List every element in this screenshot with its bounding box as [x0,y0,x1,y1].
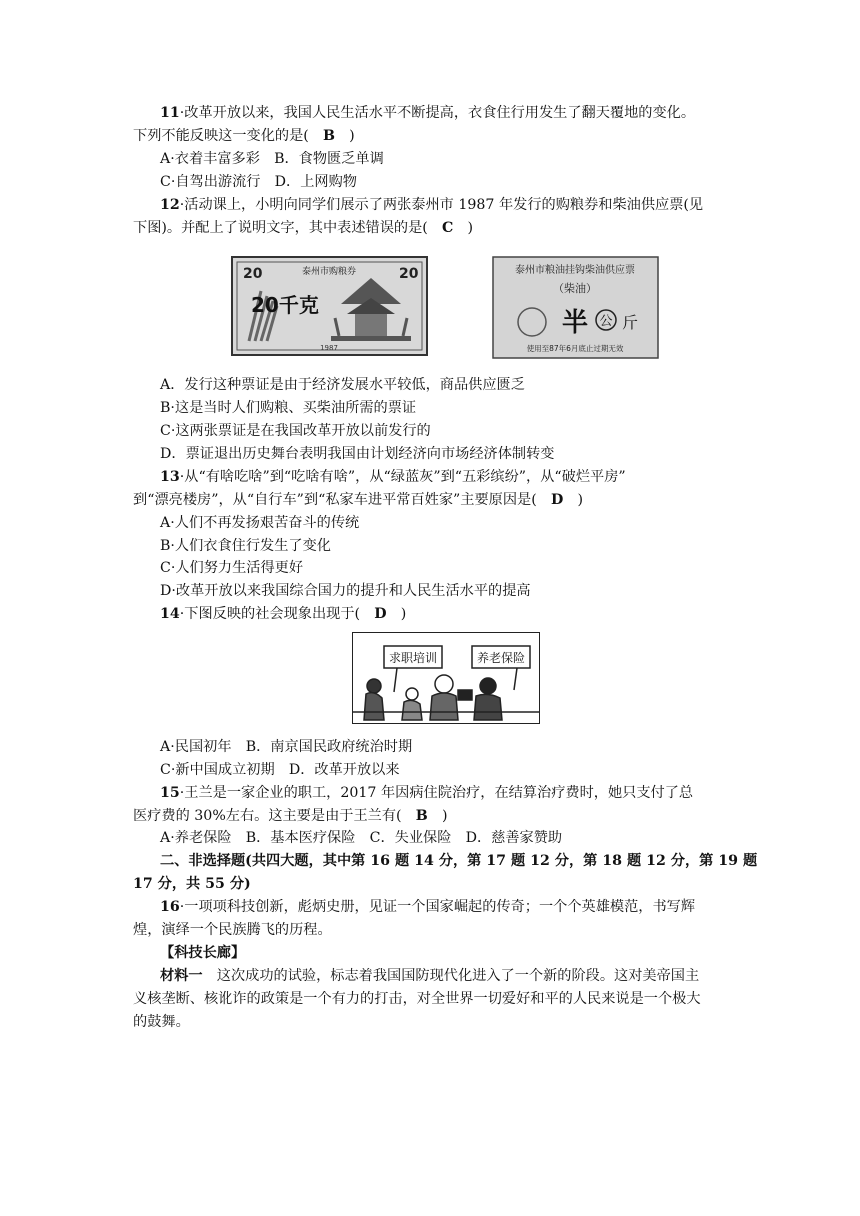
diesel-ticket-image [492,256,659,359]
q13-number: 13 [160,469,180,485]
q12-paren: ) [453,220,474,236]
q13-answer: D [550,492,564,508]
q16-material1-end: 的鼓舞。 [133,1014,190,1030]
q13-option-c: C·人们努力生活得更好 [160,560,304,576]
q15-number: 15 [160,785,180,801]
ticket2-amount-big: 半 [561,308,589,338]
q12-number: 12 [160,197,180,213]
q14-answer: D [374,606,387,622]
q16-text: ·一项项科技创新，彪炳史册，见证一个国家崛起的传奇；一个个英雄模范，书写辉 [179,899,696,915]
ticket2-unit1: 公 [599,314,613,329]
q13-option-d: D·改革开放以来我国综合国力的提升和人民生活水平的提高 [160,583,531,599]
q15-answer: B [415,808,428,824]
q16-gallery-heading: 【科技长廊】 [160,945,246,961]
q15-text: ·王兰是一家企业的职工，2017 年因病住院治疗，在结算治疗费时，她只支付了总 [179,785,694,801]
q13-stem [160,466,732,488]
q16-stem [160,896,732,918]
q14-number: 14 [160,606,180,622]
ticket2-sub: （柴油） [553,282,597,295]
q13-option-b: B·人们衣食住行发生了变化 [160,538,331,554]
q11-options-ab: A·衣着丰富多彩 B．食物匮乏单调 [160,151,384,167]
q12-stem-cont [133,217,733,239]
q12-option-d: D．票证退出历史舞台表明我国由计划经济向市场经济体制转变 [160,446,555,462]
material1-text: 这次成功的试验，标志着我国国防现代化进入了一个新的阶段。这对美帝国主 [202,968,700,984]
q14-paren: ) [386,606,407,622]
q15-stem-cont [133,805,733,827]
q12-stem [160,194,732,216]
section2-heading-cont: 17 分，共 55 分) [133,876,251,892]
sign-right-text: 养老保险 [476,651,526,665]
q12-option-a: A．发行这种票证是由于经济发展水平较低，商品供应匮乏 [160,377,525,393]
ticket1-year: 1987 [320,344,338,352]
ticket2-header: 泰州市粮油挂钩柴油供应票 [515,265,635,276]
ticket1-corner-right: 20 [399,266,419,282]
q13-text: ·从“有啥吃啥”到“吃啥有啥”，从“绿蓝灰”到“五彩缤纷”，从“破烂平房” [179,469,626,485]
q12-option-c: C·这两张票证是在我国改革开放以前发行的 [160,423,431,439]
q14-text: ·下图反映的社会现象出现于( [179,606,375,622]
q16-material1 [160,965,732,987]
grain-ticket-image [231,256,428,356]
section2-heading: 二、非选择题(共四大题，其中第 16 题 14 分，第 17 题 12 分，第 18 题 12 分，第 19 题 [160,853,758,869]
q12-answer: C [442,220,454,236]
q15-paren: ) [427,808,448,824]
q12-text-cont: 下图)。并配上了说明文字，其中表述错误的是( [133,220,443,236]
ticket1-amount: 20千克 [251,293,319,317]
social-security-cartoon [352,632,540,724]
q16-number: 16 [160,899,180,915]
q11-paren: ) [334,128,355,144]
q15-stem [160,782,732,804]
q13-paren: ) [563,492,583,508]
q11-options-cd: C·自驾出游流行 D．上网购物 [160,174,357,190]
q12-option-b: B·这是当时人们购粮、买柴油所需的票证 [160,400,417,416]
q14-options-ab: A·民国初年 B．南京国民政府统治时期 [160,739,413,755]
q11-stem [160,102,732,124]
sign-left-text: 求职培训 [388,651,438,665]
q11-answer: B [322,128,335,144]
q15-text-cont: 医疗费的 30%左右。这主要是由于王兰有( [133,808,416,824]
q14-options-cd: C·新中国成立初期 D．改革开放以来 [160,762,400,778]
q14-stem [160,603,732,625]
q13-text-cont: 到“漂亮楼房”，从“自行车”到“私家车进平常百姓家”主要原因是( [133,492,551,508]
q11-text-cont: 下列不能反映这一变化的是( [133,128,323,144]
q13-option-a: A·人们不再发扬艰苦奋斗的传统 [160,515,360,531]
q12-text: ·活动课上，小明向同学们展示了两张泰州市 1987 年发行的购粮券和柴油供应票(见 [179,197,704,213]
q13-stem-cont [133,489,733,511]
ticket1-header: 泰州市购粮券 [301,267,357,277]
ticket2-unit2: 斤 [621,313,639,332]
ticket2-footer: 使用至87年6月底止过期无效 [526,344,624,353]
q15-options: A·养老保险 B．基本医疗保险 C．失业保险 D．慈善家赞助 [160,830,563,846]
ticket1-corner-left: 20 [243,266,263,282]
q16-material1-cont: 义核垄断、核讹诈的政策是一个有力的打击，对全世界一切爱好和平的人民来说是一个极大 [133,991,701,1007]
material1-label: 材料一 [160,968,203,984]
q11-number: 11 [160,105,180,121]
q11-text: ·改革开放以来，我国人民生活水平不断提高，衣食住行用发生了翻天覆地的变化。 [179,105,696,121]
q11-stem-cont [133,125,733,147]
q16-stem-cont: 煌，演绎一个民族腾飞的历程。 [133,922,332,938]
